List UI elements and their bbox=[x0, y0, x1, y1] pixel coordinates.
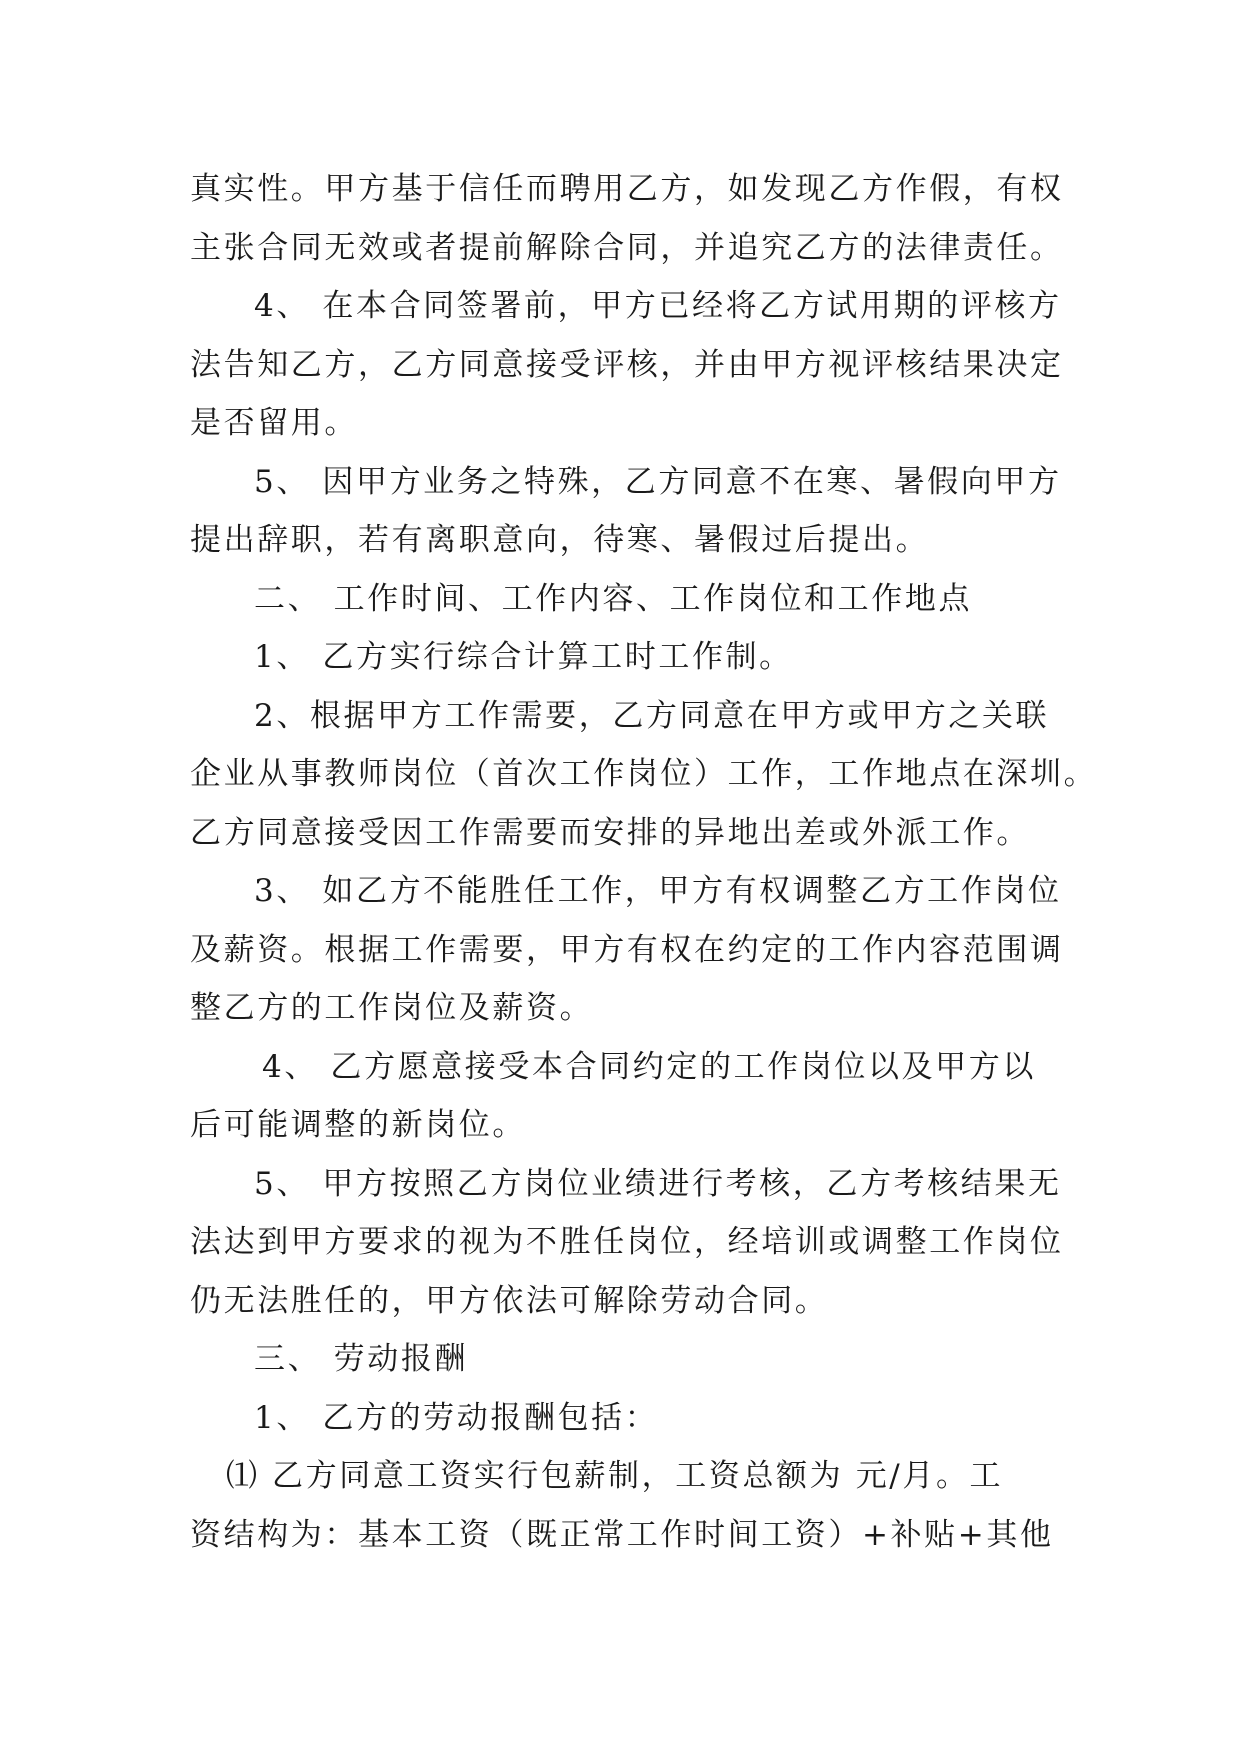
text-line: 及薪资。根据工作需要，甲方有权在约定的工作内容范围调 bbox=[190, 931, 1064, 968]
clause-1-line: 1、 乙方实行综合计算工时工作制。 bbox=[254, 639, 793, 675]
clause-4-line: 4、 在本合同签署前，甲方已经将乙方试用期的评核方 bbox=[254, 288, 1062, 324]
clause-3-line: 3、 如乙方不能胜任工作，甲方有权调整乙方工作岗位 bbox=[254, 873, 1062, 909]
text-line: 提出辞职，若有离职意向，待寒、暑假过后提出。 bbox=[190, 522, 930, 558]
text-line: 法达到甲方要求的视为不胜任岗位，经培训或调整工作岗位 bbox=[190, 1224, 1064, 1260]
text-line: 仍无法胜任的，甲方依法可解除劳动合同。 bbox=[190, 1282, 829, 1319]
clause-5-line: 5、 因甲方业务之特殊，乙方同意不在寒、暑假向甲方 bbox=[254, 463, 1062, 500]
clause-4b-line: 4、 乙方愿意接受本合同约定的工作岗位以及甲方以 bbox=[262, 1048, 1036, 1085]
text-line: 整乙方的工作岗位及薪资。 bbox=[190, 990, 594, 1026]
text-line: 后可能调整的新岗位。 bbox=[190, 1107, 526, 1143]
clause-1b-line: 1、 乙方的劳动报酬包括： bbox=[254, 1399, 659, 1436]
document-body bbox=[190, 160, 1098, 1564]
text-line: 是否留用。 bbox=[190, 405, 358, 441]
section-heading-3: 三、 劳动报酬 bbox=[254, 1341, 469, 1377]
section-heading-2: 二、 工作时间、工作内容、工作岗位和工作地点 bbox=[254, 580, 973, 617]
text-line: 乙方同意接受因工作需要而安排的异地出差或外派工作。 bbox=[190, 814, 1030, 851]
clause-5b-line: 5、 甲方按照乙方岗位业绩进行考核，乙方考核结果无 bbox=[254, 1165, 1062, 1202]
text-line: 企业从事教师岗位（首次工作岗位）工作，工作地点在深圳。 bbox=[190, 756, 1098, 792]
text-line: 真实性。甲方基于信任而聘用乙方，如发现乙方作假，有权 bbox=[190, 171, 1064, 207]
text-line: 法告知乙方，乙方同意接受评核，并由甲方视评核结果决定 bbox=[190, 346, 1064, 383]
text-line: 主张合同无效或者提前解除合同，并追究乙方的法律责任。 bbox=[190, 229, 1064, 266]
text-line: 资结构为：基本工资（既正常工作时间工资）+补贴+其他 bbox=[190, 1516, 1054, 1553]
clause-2-line: 2、根据甲方工作需要，乙方同意在甲方或甲方之关联 bbox=[254, 697, 1050, 734]
sub-clause-1-line: ⑴ 乙方同意工资实行包薪制，工资总额为 元/月。工 bbox=[226, 1458, 1004, 1494]
